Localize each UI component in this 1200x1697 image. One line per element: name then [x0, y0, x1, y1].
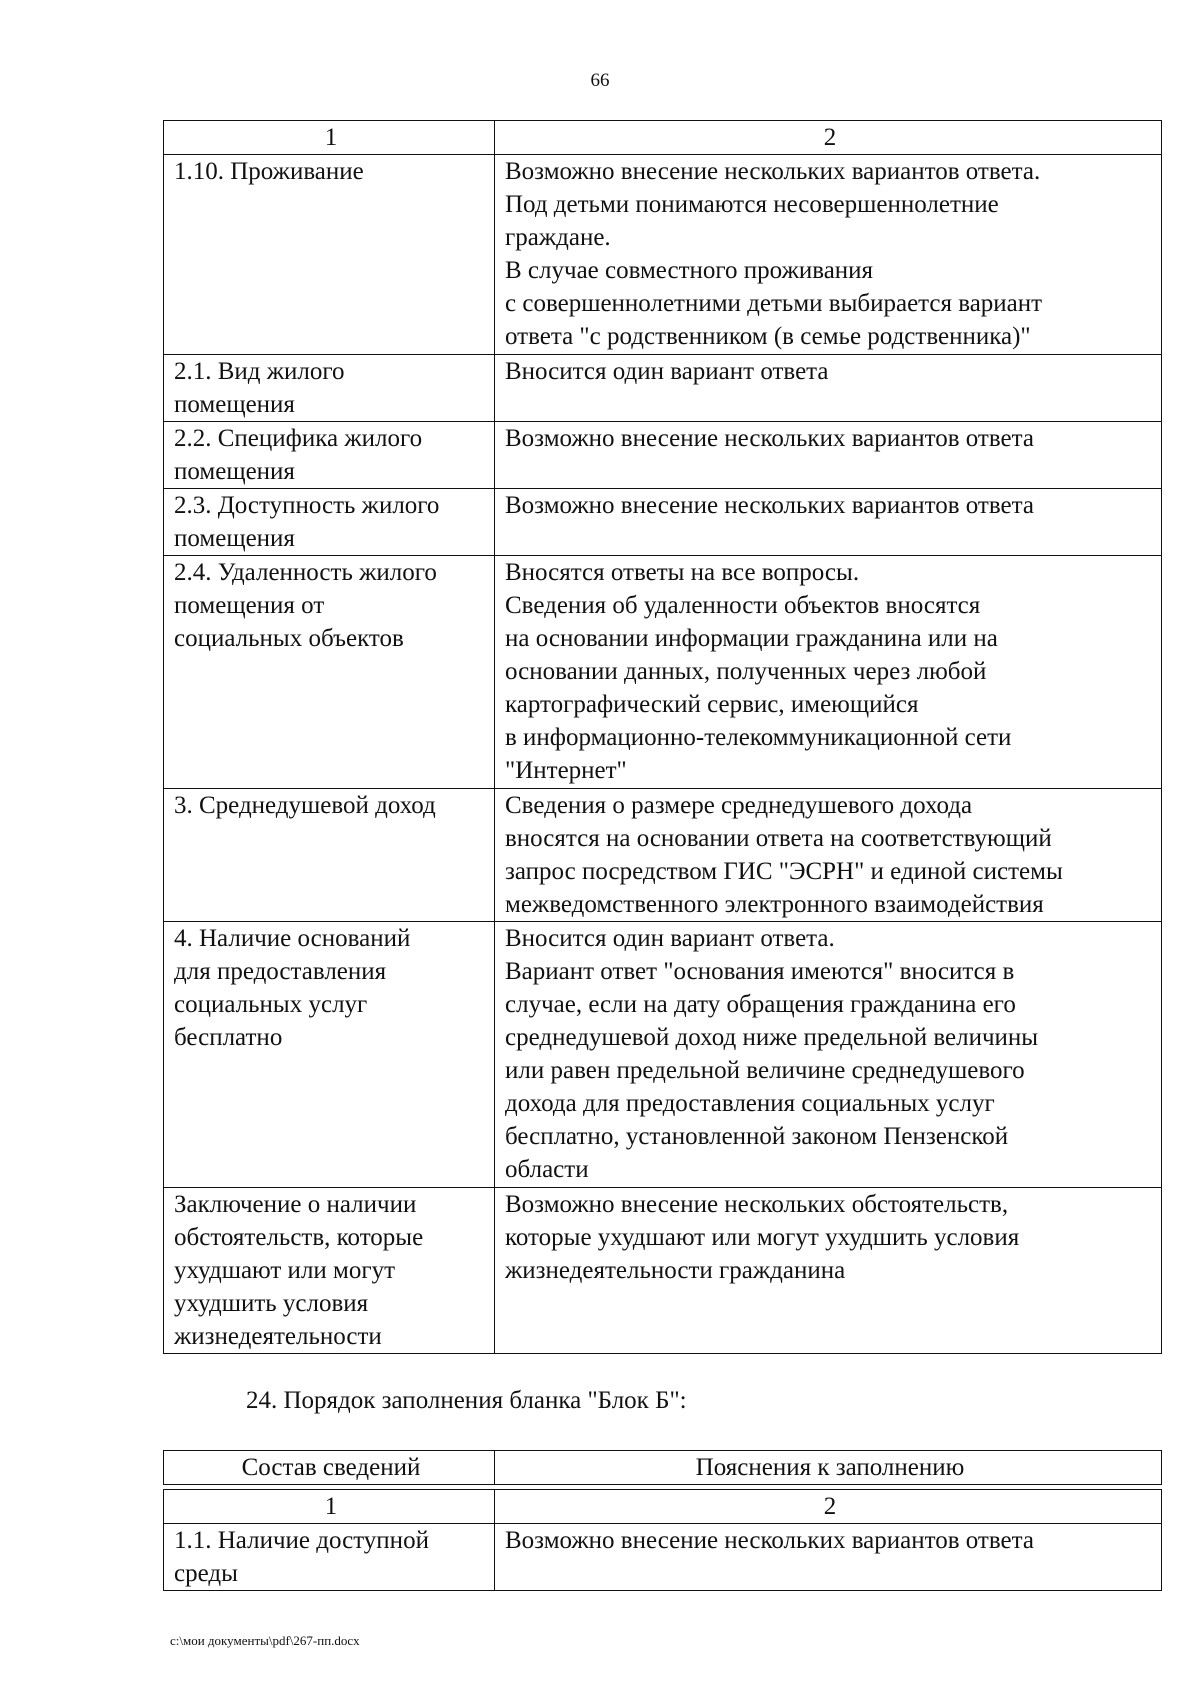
table-row — [164, 922, 1162, 1188]
column-number-2: 2 — [495, 1490, 1162, 1524]
column-number-row — [164, 121, 1162, 155]
row-label: 4. Наличие оснований для предоставления социальных услуг бесплатно — [164, 922, 495, 1188]
row-label: 1.10. Проживание — [164, 155, 495, 355]
table-row — [164, 1524, 1162, 1591]
row-explanation: Вносится один вариант ответа — [495, 355, 1162, 422]
row-label: 2.1. Вид жилого помещения — [164, 355, 495, 422]
row-explanation: Вносятся ответы на все вопросы. Сведения об удаленности объектов вносятся на основании информации гражданина или на основании данных, полученных через любой картографический сервис, имеющийся в информационно-телекоммуникационной сети "Интернет" — [495, 556, 1162, 789]
block-b-instructions-table — [163, 1489, 1162, 1591]
footer-file-path: c:\мои документы\pdf\267-пп.docx — [170, 1633, 360, 1648]
row-explanation: Сведения о размере среднедушевого дохода вносятся на основании ответа на соответствующий запрос посредством ГИС "ЭСРН" и единой системы межведомственного электронного взаимодействия — [495, 789, 1162, 922]
row-explanation: Возможно внесение нескольких обстоятельств, которые ухудшают или могут ухудшить условия жизнедеятельности гражданина — [495, 1188, 1162, 1354]
row-label: Заключение о наличии обстоятельств, которые ухудшают или могут ухудшить условия жизнедеятельности — [164, 1188, 495, 1354]
table-row — [164, 155, 1162, 355]
table-row — [164, 422, 1162, 489]
row-explanation: Возможно внесение нескольких вариантов ответа — [495, 489, 1162, 556]
row-label: 2.2. Специфика жилого помещения — [164, 422, 495, 489]
row-explanation: Возможно внесение нескольких вариантов ответа — [495, 422, 1162, 489]
page-number: 66 — [590, 70, 610, 91]
row-label: 1.1. Наличие доступной среды — [164, 1524, 495, 1591]
row-explanation: Возможно внесение нескольких вариантов ответа — [495, 1524, 1162, 1591]
table-row — [164, 489, 1162, 556]
section-heading: 24. Порядок заполнения бланка "Блок Б": — [246, 1387, 687, 1414]
table-row — [164, 556, 1162, 789]
column-number-1: 1 — [164, 121, 495, 155]
table-row — [164, 789, 1162, 922]
instructions-table-continued — [163, 120, 1162, 1354]
row-explanation: Вносится один вариант ответа. Вариант ответ "основания имеются" вносится в случае, если на дату обращения гражданина его среднедушевой доход ниже предельной величины или равен предельной величине среднедушевого дохода для предоставления социальных услуг бесплатно, установленной законом Пензенской области — [495, 922, 1162, 1188]
column-number-1: 1 — [164, 1490, 495, 1524]
column-number-2: 2 — [495, 121, 1162, 155]
block-b-header-table — [163, 1450, 1162, 1485]
column-number-row — [164, 1490, 1162, 1524]
table-row — [164, 355, 1162, 422]
column-header-1: Состав сведений — [164, 1451, 495, 1485]
row-label: 2.4. Удаленность жилого помещения от социальных объектов — [164, 556, 495, 789]
row-explanation: Возможно внесение нескольких вариантов ответа. Под детьми понимаются несовершеннолетние граждане. В случае совместного проживания с совершеннолетними детьми выбирается вариант ответа "с родственником (в семье родственника)" — [495, 155, 1162, 355]
row-label: 2.3. Доступность жилого помещения — [164, 489, 495, 556]
column-header-2: Пояснения к заполнению — [495, 1451, 1162, 1485]
table-row — [164, 1188, 1162, 1354]
row-label: 3. Среднедушевой доход — [164, 789, 495, 922]
column-header-row — [164, 1451, 1162, 1485]
